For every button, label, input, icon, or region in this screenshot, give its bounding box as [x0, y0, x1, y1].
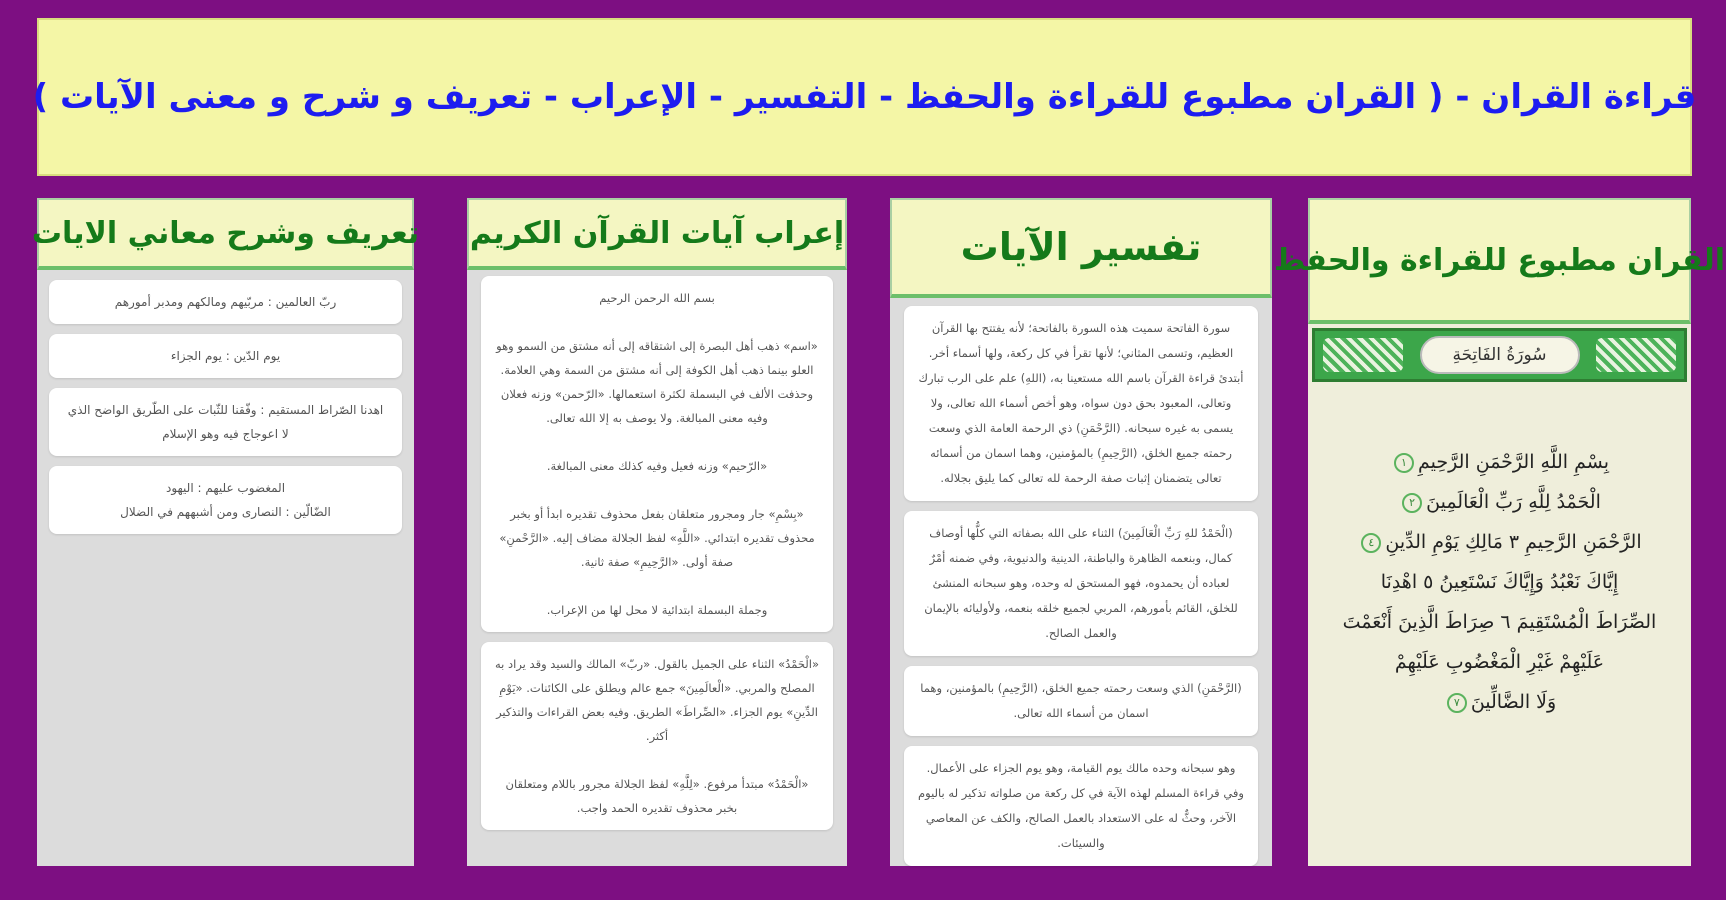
tafsir-list [890, 298, 1272, 884]
top-banner [32, 18, 1697, 176]
ayah-number: ٧ [1447, 693, 1467, 713]
tafsir-card[interactable]: سورة الفاتحة سميت هذه السورة بالفاتحة؛ لأنه يفتتح بها القرآن العظيم، وتسمى المثاني؛ لأنها تقرأ في كل ركعة، ولها أسماء أخر. أبتدئ قراءة القرآن باسم الله مستعينا به، (اللهِ) علم على الرب تبارك وتعالى، المعبود بحق دون سواه، وهو أخص أسماء الله تعالى، ولا يسمى به غيره سبحانه. (الرَّحْمَنِ) ذي الرحمة العامة الذي وسعت رحمته جميع الخلق، (الرَّحِيمِ) بالمؤمنين، وهما اسمان من أسمائه تعالى يتضمنان إثبات صفة الرحمة لله تعالى كما يليق بجلاله. [904, 306, 1258, 501]
tafsir-card[interactable]: (الْحَمْدُ للهِ رَبِّ الْعَالَمِينَ) الثناء على الله بصفاته التي كلُّها أوصاف كمال، وبنعمه الظاهرة والباطنة، الدينية والدنيوية، وفي ضمنه أمْرٌ لعباده أن يحمدوه، فهو المستحق له وحده، وهو سبحانه المنشئ للخلق، القائم بأمورهم، المربي لجميع خلقه بنعمه، ولأوليائه بالإيمان والعمل الصالح. [904, 511, 1258, 656]
ornament-right-icon [1323, 338, 1403, 372]
tafsir-panel-title: تفسير الآيات [960, 225, 1202, 269]
ayah-text: وَلَا الضَّالِّينَ [1470, 691, 1557, 713]
tafsir-panel-header [890, 198, 1272, 298]
tafsir-panel [890, 198, 1272, 866]
sura-header-frame [1312, 328, 1687, 382]
ayah-number: ١ [1394, 453, 1414, 473]
ayah-line [1328, 562, 1671, 602]
meanings-panel-title: تعريف وشرح معاني الايات [31, 215, 420, 251]
ornament-left-icon [1596, 338, 1676, 372]
ayah-text: عَلَيْهِمْ غَيْرِ الْمَغْضُوبِ عَلَيْهِمْ [1394, 651, 1605, 673]
meaning-card[interactable]: اهدنا الصّراط المستقيم : وفّقنا للثّبات على الطّريق الواضح الذي لا اعوجاج فيه وهو الإسلام [49, 388, 402, 456]
irab-list [467, 270, 847, 846]
meanings-list [37, 270, 414, 552]
meaning-card[interactable]: المغضوب عليهم : اليهود الضّالّين : النصارى ومن أشبههم في الضلال [49, 466, 402, 534]
meaning-card[interactable]: ربّ العالمين : مربّيهم ومالكهم ومدبر أمورهم [49, 280, 402, 324]
ayah-text: إِيَّاكَ نَعْبُدُ وَإِيَّاكَ نَسْتَعِينُ ٥ اهْدِنَا [1380, 571, 1619, 593]
tafsir-card[interactable]: وهو سبحانه وحده مالك يوم القيامة، وهو يوم الجزاء على الأعمال. وفي قراءة المسلم لهذه الآية في كل ركعة من صلواته تذكير له باليوم الآخر، وحثٌّ له على الاستعداد بالعمل الصالح، والكف عن المعاصي والسيئات. [904, 746, 1258, 866]
irab-card[interactable]: بسم الله الرحمن الرحيم «اسم» ذهب أهل البصرة إلى اشتقاقه إلى أنه مشتق من السمو وهو العلو بينما ذهب أهل الكوفة إلى أنه مشتق من السمة وهي العلامة. وحذفت الألف في البسملة لكثرة استعمالها. «الرّحمن» وزنه فعلان وفيه معنى المبالغة. ولا يوصف به إلا الله تعالى. «الرّحيم» وزنه فعيل وفيه كذلك معنى المبالغة. «بِسْمِ» جار ومجرور متعلقان بفعل محذوف تقديره ابدأ أو بخبر محذوف تقديره ابتدائي. «اللَّهِ» لفظ الجلالة مضاف إليه. «الرَّحْمنِ» صفة أولى. «الرَّحِيمِ» صفة ثانية. وجملة البسملة ابتدائية لا محل لها من الإعراب. [481, 276, 833, 632]
tafsir-card[interactable]: (الرَّحْمَنِ) الذي وسعت رحمته جميع الخلق، (الرَّحِيمِ) بالمؤمنين، وهما اسمان من أسماء الله تعالى. [904, 666, 1258, 736]
ayah-text: الرَّحْمَنِ الرَّحِيمِ ٣ مَالِكِ يَوْمِ الدِّينِ [1385, 531, 1642, 553]
mushaf-panel [1274, 198, 1725, 866]
ayah-line [1328, 482, 1671, 522]
meanings-panel [31, 198, 420, 866]
banner-title: قراءة القران - ( القران مطبوع للقراءة والحفظ - التفسير - الإعراب - تعريف و شرح و معنى الآيات ) [32, 77, 1697, 117]
ayah-text: الْحَمْدُ لِلَّهِ رَبِّ الْعَالَمِينَ [1426, 491, 1601, 513]
sura-title: سُورَةُ الفَاتِحَةِ [1420, 336, 1580, 374]
ayah-text: بِسْمِ اللَّهِ الرَّحْمَنِ الرَّحِيمِ [1418, 451, 1609, 473]
irab-panel-title: إعراب آيات القرآن الكريم [469, 215, 845, 251]
ayah-line [1328, 442, 1671, 482]
ayah-number: ٢ [1402, 493, 1422, 513]
ayah-line [1328, 682, 1671, 722]
meaning-card[interactable]: يوم الدّين : يوم الجزاء [49, 334, 402, 378]
irab-panel [467, 198, 847, 866]
ayah-text: الصِّرَاطَ الْمُسْتَقِيمَ ٦ صِرَاطَ الَّذِينَ أَنْعَمْتَ [1342, 611, 1657, 633]
ayah-line [1328, 522, 1671, 562]
mushaf-page [1308, 382, 1691, 722]
ayah-line [1328, 602, 1671, 642]
irab-card[interactable]: «الْحَمْدُ» الثناء على الجميل بالقول. «ربّ» المالك والسيد وقد يراد به المصلح والمربي. «الْعالَمِينَ» جمع عالم ويطلق على الكائنات. «يَوْمِ الدِّينِ» يوم الجزاء. «الصِّراطَ» الطريق. وفيه بعض القراءات والتذكير أكثر. «الْحَمْدُ» مبتدأ مرفوع. «لِلَّهِ» لفظ الجلالة مجرور باللام ومتعلقان بخبر محذوف تقديره الحمد واجب. [481, 642, 833, 830]
meanings-panel-header [31, 198, 420, 270]
ayah-line [1328, 642, 1671, 682]
mushaf-panel-title: القران مطبوع للقراءة والحفظ [1274, 242, 1725, 278]
mushaf-panel-header [1274, 198, 1725, 324]
irab-panel-header [467, 198, 847, 270]
ayah-number: ٤ [1361, 533, 1381, 553]
